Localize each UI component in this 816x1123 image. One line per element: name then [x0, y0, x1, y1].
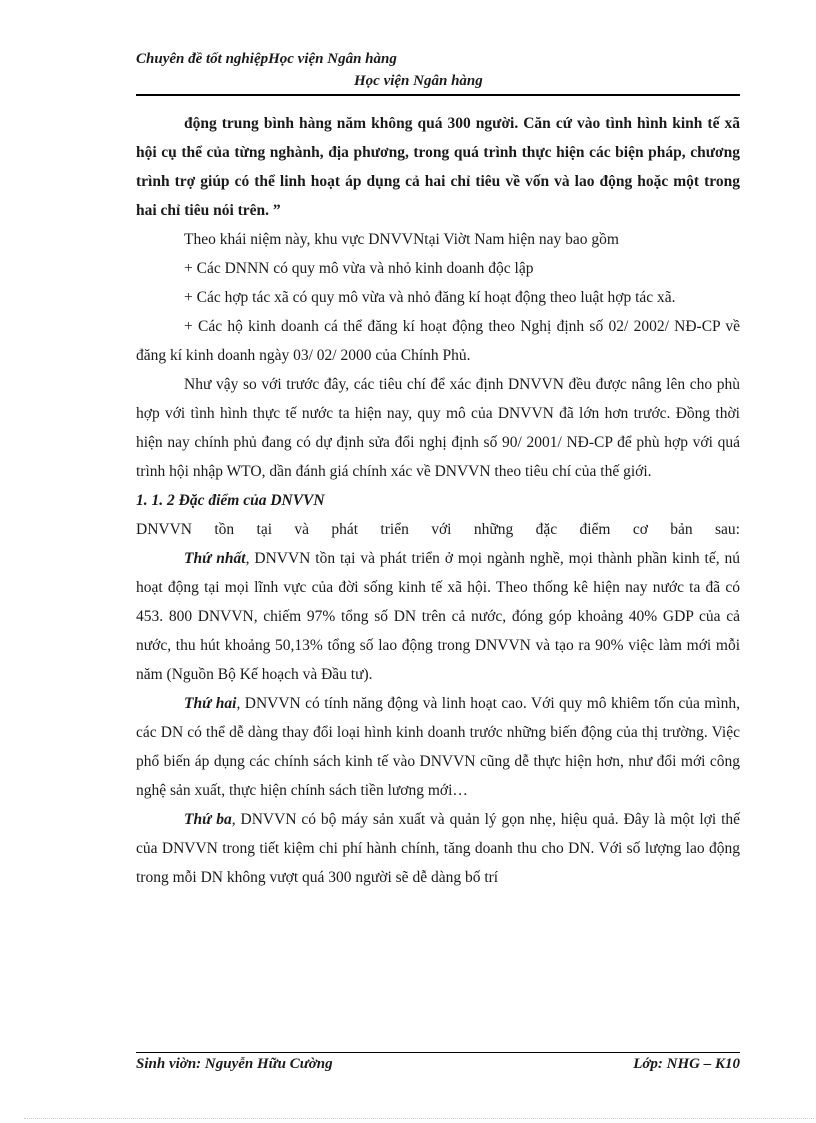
intro-paragraph: DNVVN tồn tại và phát triển với những đặc điểm cơ bản sau:: [136, 521, 740, 538]
third-feature-label: Thứ ba: [184, 811, 232, 828]
second-feature-paragraph: [136, 689, 740, 805]
page-header: [136, 48, 740, 96]
list-item: + Các DNNN có quy mô vừa và nhỏ kinh doanh độc lập: [184, 260, 534, 277]
header-institution: Học viện Ngân hàng: [354, 73, 483, 89]
second-feature-label: Thứ hai: [184, 695, 237, 712]
first-feature-text: , DNVVN tồn tại và phát triển ở mọi ngành nghề, mọi thành phần kinh tế, nú hoạt động tại mọi lĩnh vực của đời sống kinh tế xã hội. Theo thống kê hiện nay nước ta đã có 453. 800 DNVVN, chiếm 97% tổng số DN trên cả nước, đóng góp khoảng 40% GDP của cả nước, thu hút khoảng 50,13% tổng số lao động trong DNVVN và tạo ra 90% việc làm mới mỗi năm (Nguồn Bộ Kế hoạch và Đầu tư).: [136, 550, 741, 683]
footer-class: Lớp: NHG – K10: [633, 1056, 740, 1072]
concept-paragraph: Theo khái niệm này, khu vực DNVVNtại Viờt Nam hiện nay bao gồm: [184, 231, 619, 248]
page-footer: [136, 1052, 740, 1073]
document-body: [136, 109, 740, 892]
page-bottom-divider: [24, 1118, 814, 1119]
third-feature-text: , DNVVN có bộ máy sản xuất và quản lý gọn nhẹ, hiệu quả. Đây là một lợi thế của DNVVN trong tiết kiệm chi phí hành chính, tăng doanh thu cho DN. Với số lượng lao động trong mỗi DN không vượt quá 300 người sẽ dễ dàng bố trí: [136, 811, 741, 886]
second-feature-text: , DNVVN có tính năng động và linh hoạt cao. Với quy mô khiêm tốn của mình, các DN có thể dễ dàng thay đổi loại hình kinh doanh trước những biến động của thị trường. Việc phổ biến áp dụng các chính sách kinh tế vào DNVVN cũng dễ thực hiện hơn, như đổi mới công nghệ sản xuất, thực hiện chính sách tiền lương mới…: [136, 695, 741, 799]
first-feature-label: Thứ nhất: [184, 550, 246, 567]
list-item: + Các hộ kinh doanh cá thể đăng kí hoạt động theo Nghị định số 02/ 2002/ NĐ-CP về đăng kí kinh doanh ngày 03/ 02/ 2000 của Chính Phủ.: [136, 318, 740, 364]
first-feature-paragraph: [136, 544, 740, 689]
quote-continuation: động trung bình hàng năm không quá 300 người. Căn cứ vào tình hình kinh tế xã hội cụ thể của từng nghành, địa phương, trong quá trình thực hiện các biện pháp, chương trình trợ giúp có thể linh hoạt áp dụng cả hai chỉ tiêu về vốn và lao động hoặc một trong hai chỉ tiêu nói trên. ”: [136, 115, 740, 219]
third-feature-paragraph: [136, 805, 740, 892]
comparison-paragraph: Như vậy so với trước đây, các tiêu chí để xác định DNVVN đều được nâng lên cho phù hợp với tình hình thực tế nước ta hiện nay, quy mô của DNVVN đã lớn hơn trước. Đồng thời hiện nay chính phủ đang có dự định sửa đổi nghị định số 90/ 2001/ NĐ-CP để phù hợp với quá trình hội nhập WTO, dần đánh giá chính xác về DNVVN theo tiêu chí của thế giới.: [136, 376, 740, 480]
section-heading: 1. 1. 2 Đặc điểm của DNVVN: [136, 492, 325, 509]
footer-student: Sinh viờn: Nguyễn Hữu Cường: [136, 1056, 333, 1072]
header-title: Chuyên đề tốt nghiệpHọc viện Ngân hàng: [136, 51, 397, 67]
list-item: + Các hợp tác xã có quy mô vừa và nhỏ đăng kí hoạt động theo luật hợp tác xã.: [184, 289, 676, 306]
